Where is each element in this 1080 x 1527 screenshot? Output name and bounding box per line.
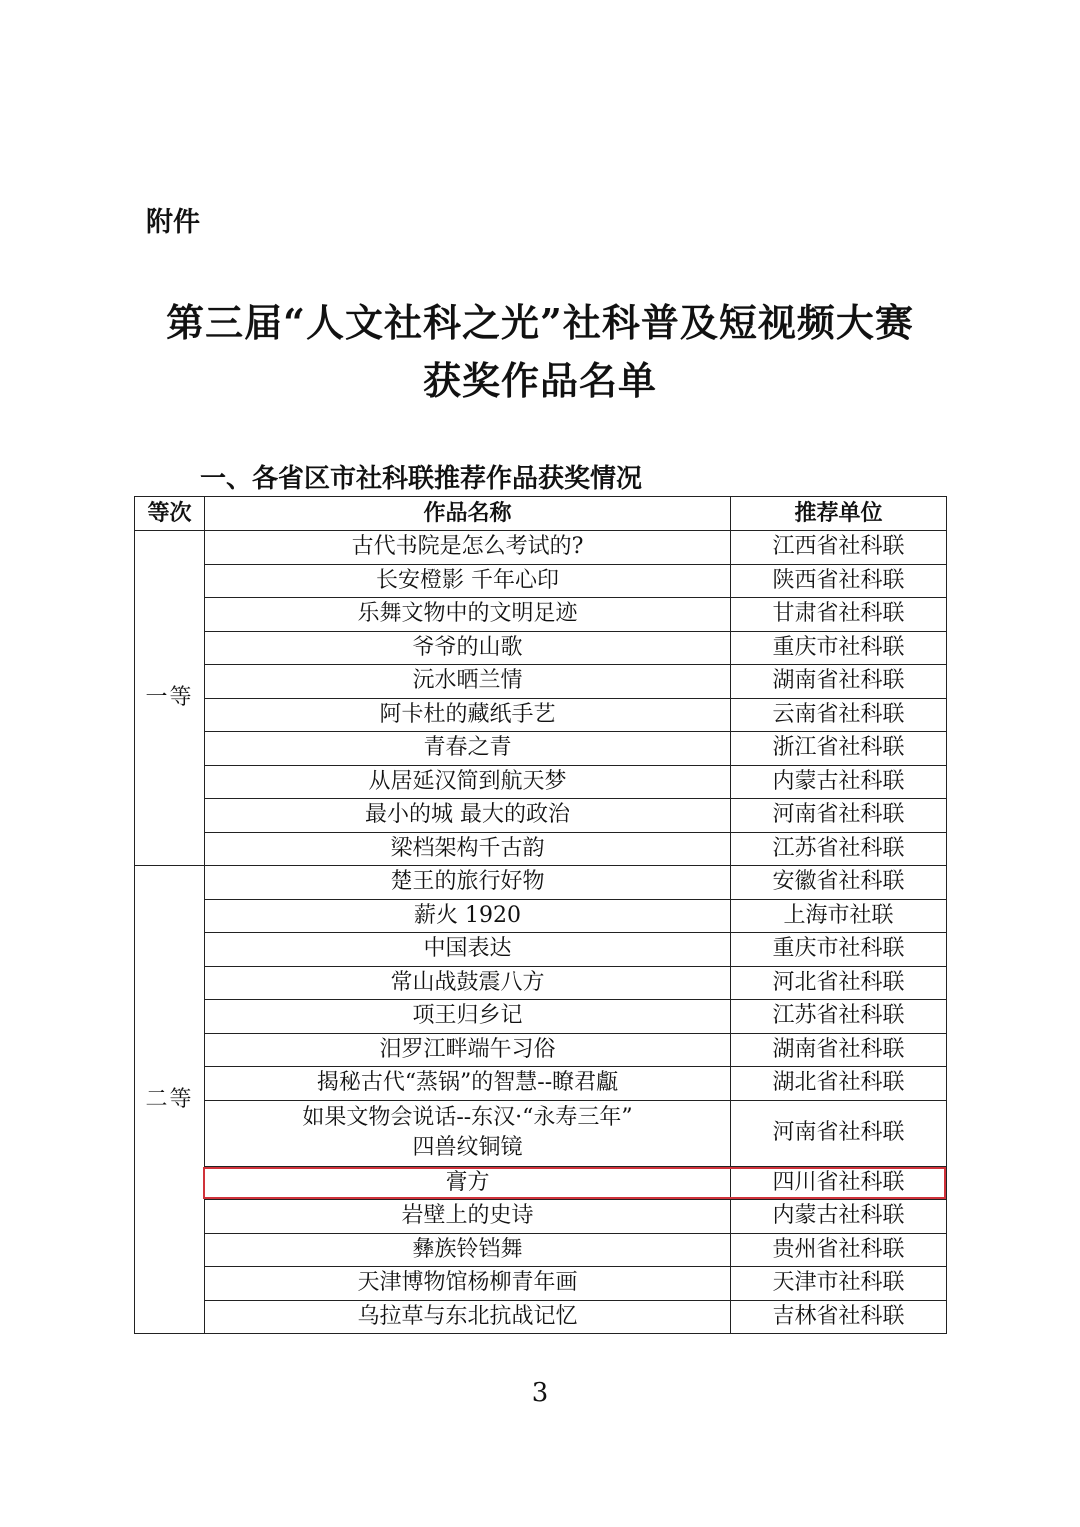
table-row [135, 732, 947, 766]
work-title-cell: 古代书院是怎么考试的? [205, 531, 731, 565]
document-title-line1: 第三届“人文社科之光”社科普及短视频大赛 [166, 300, 914, 345]
recommending-unit-cell: 吉林省社科联 [731, 1300, 947, 1334]
recommending-unit-cell: 河北省社科联 [731, 966, 947, 1000]
recommending-unit-cell: 天津市社科联 [731, 1267, 947, 1301]
recommending-unit-cell: 内蒙古社科联 [731, 765, 947, 799]
table-row [135, 564, 947, 598]
annex-label: 附件 [146, 207, 200, 238]
table-row [135, 832, 947, 866]
awards-table [134, 496, 947, 1334]
work-title-cell: 常山战鼓震八方 [205, 966, 731, 1000]
work-title-cell: 乐舞文物中的文明足迹 [205, 598, 731, 632]
work-title-cell: 项王归乡记 [205, 1000, 731, 1034]
table-row [135, 899, 947, 933]
table-row [135, 966, 947, 1000]
recommending-unit-cell: 湖南省社科联 [731, 1033, 947, 1067]
recommending-unit-cell: 四川省社科联 [731, 1166, 947, 1200]
grade-cell: 一等 [135, 531, 205, 866]
table-row [135, 933, 947, 967]
work-title-cell: 揭秘古代“蒸锅”的智慧--瞭君甗 [205, 1067, 731, 1101]
work-title-cell [205, 1100, 731, 1166]
table-row [135, 1100, 947, 1166]
recommending-unit-cell: 内蒙古社科联 [731, 1200, 947, 1234]
document-title-line2: 获奖作品名单 [422, 358, 657, 403]
table-row [135, 665, 947, 699]
work-title-cell: 楚王的旅行好物 [205, 866, 731, 900]
work-title-cell: 沅水晒兰情 [205, 665, 731, 699]
work-title-cell: 薪火 1920 [205, 899, 731, 933]
table-row [135, 1233, 947, 1267]
recommending-unit-cell: 湖北省社科联 [731, 1067, 947, 1101]
work-title-cell: 彝族铃铛舞 [205, 1233, 731, 1267]
work-title-cell: 爷爷的山歌 [205, 631, 731, 665]
table-body [135, 531, 947, 1334]
section-heading: 一、各省区市社科联推荐作品获奖情况 [200, 464, 643, 494]
table-row [135, 1267, 947, 1301]
table-row [135, 531, 947, 565]
work-title-cell: 汨罗江畔端午习俗 [205, 1033, 731, 1067]
work-title-cell: 青春之青 [205, 732, 731, 766]
table-row [135, 765, 947, 799]
table-row [135, 1200, 947, 1234]
recommending-unit-cell: 云南省社科联 [731, 698, 947, 732]
work-title-cell: 天津博物馆杨柳青年画 [205, 1267, 731, 1301]
work-title-line1: 如果文物会说话--东汉·“永寿三年” [302, 1105, 633, 1130]
table-row [135, 1033, 947, 1067]
table-header-row [135, 497, 947, 531]
work-title-cell: 从居延汉简到航天梦 [205, 765, 731, 799]
work-title-cell: 中国表达 [205, 933, 731, 967]
recommending-unit-cell: 浙江省社科联 [731, 732, 947, 766]
page-number: 3 [531, 1378, 549, 1408]
recommending-unit-cell: 重庆市社科联 [731, 933, 947, 967]
recommending-unit-cell: 江苏省社科联 [731, 832, 947, 866]
table-row [135, 799, 947, 833]
work-title-cell: 膏方 [205, 1166, 731, 1200]
table-row [135, 598, 947, 632]
recommending-unit-cell: 甘肃省社科联 [731, 598, 947, 632]
table-row [135, 1067, 947, 1101]
table-row [135, 1300, 947, 1334]
table-row [135, 866, 947, 900]
column-header-work: 作品名称 [205, 497, 731, 531]
recommending-unit-cell: 贵州省社科联 [731, 1233, 947, 1267]
highlight-box [203, 1167, 946, 1199]
column-header-unit: 推荐单位 [731, 497, 947, 531]
recommending-unit-cell: 安徽省社科联 [731, 866, 947, 900]
work-title-cell: 梁档架构千古韵 [205, 832, 731, 866]
table-row [135, 631, 947, 665]
work-title-cell: 阿卡杜的藏纸手艺 [205, 698, 731, 732]
work-title-cell: 最小的城 最大的政治 [205, 799, 731, 833]
recommending-unit-cell: 河南省社科联 [731, 1100, 947, 1166]
recommending-unit-cell: 河南省社科联 [731, 799, 947, 833]
grade-cell: 二等 [135, 866, 205, 1334]
recommending-unit-cell: 湖南省社科联 [731, 665, 947, 699]
recommending-unit-cell: 重庆市社科联 [731, 631, 947, 665]
table-row [135, 1000, 947, 1034]
work-title-cell: 长安橙影 千年心印 [205, 564, 731, 598]
work-title-cell: 岩壁上的史诗 [205, 1200, 731, 1234]
recommending-unit-cell: 上海市社联 [731, 899, 947, 933]
work-title-line2: 四兽纹铜镜 [412, 1135, 523, 1160]
table-row [135, 698, 947, 732]
work-title-cell: 乌拉草与东北抗战记忆 [205, 1300, 731, 1334]
recommending-unit-cell: 江西省社科联 [731, 531, 947, 565]
recommending-unit-cell: 陕西省社科联 [731, 564, 947, 598]
recommending-unit-cell: 江苏省社科联 [731, 1000, 947, 1034]
column-header-grade: 等次 [135, 497, 205, 531]
